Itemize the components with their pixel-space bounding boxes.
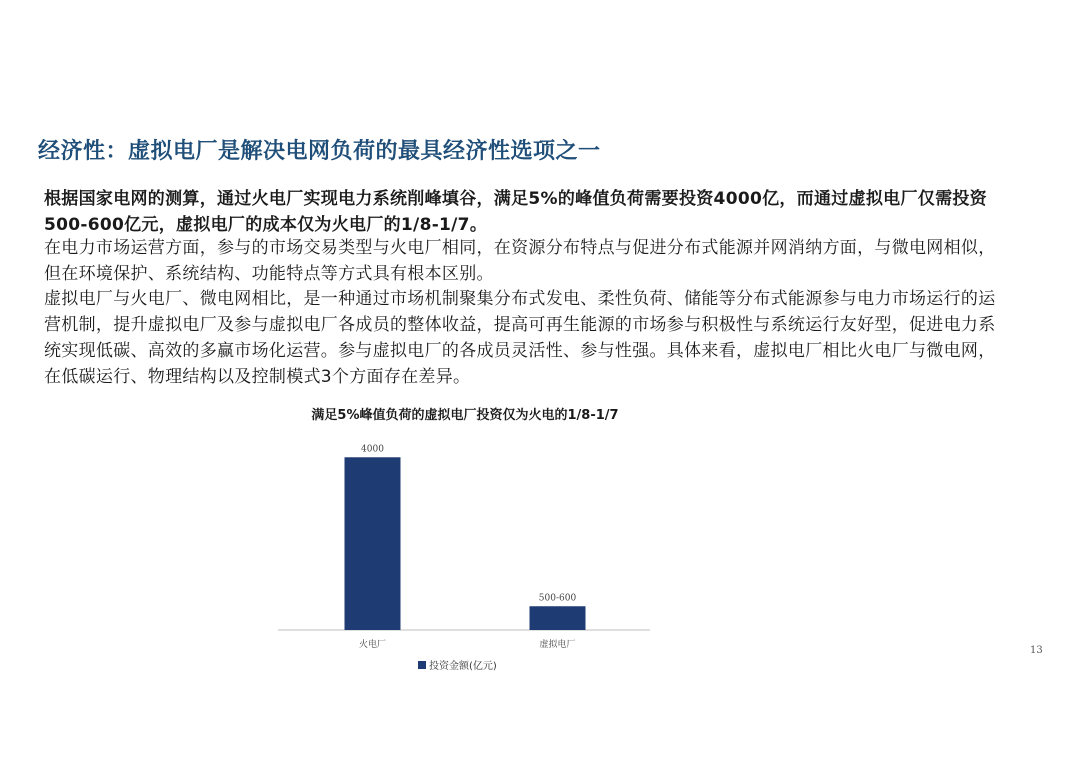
x-tick-label-0: 火电厂 (358, 640, 387, 650)
investment-bar-chart (270, 430, 660, 655)
bar-0 (345, 457, 401, 630)
legend-label: 投资金额(亿元) (429, 661, 497, 672)
data-label-0: 4000 (361, 444, 384, 455)
data-label-1: 500-600 (538, 593, 577, 604)
legend-swatch (418, 661, 426, 669)
market-paragraph: 在电力市场运营方面，参与的市场交易类型与火电厂相同，在资源分布特点与促进分布式能源并网消纳方面，与微电网相似，但在环境保护、系统结构、功能特点等方式具有根本区别。 (44, 238, 996, 284)
chart-title: 满足5%峰值负荷的虚拟电厂投资仅为火电的1/8-1/7 (311, 408, 619, 423)
bar-1 (530, 606, 586, 630)
chart-legend (418, 657, 497, 672)
page-title: 经济性：虚拟电厂是解决电网负荷的最具经济性选项之一 (38, 139, 601, 164)
comparison-paragraph: 虚拟电厂与火电厂、微电网相比，是一种通过市场机制聚集分布式发电、柔性负荷、储能等分布式能源参与电力市场运行的运营机制，提升虚拟电厂及参与虚拟电厂各成员的整体收益，提高可再生能源的市场参与积极性与系统运行友好型，促进电力系统实现低碳、高效的多赢市场化运营。参与虚拟电厂的各成员灵活性、参与性强。具体来看，虚拟电厂相比火电厂与微电网，在低碳运行、物理结构以及控制模式3个方面存在差异。 (44, 289, 996, 387)
x-tick-label-1: 虚拟电厂 (539, 640, 576, 650)
summary-paragraph: 根据国家电网的测算，通过火电厂实现电力系统削峰填谷，满足5%的峰值负荷需要投资4000亿，而通过虚拟电厂仅需投资500-600亿元，虚拟电厂的成本仅为火电厂的1/8-1/7。 (44, 189, 987, 235)
page-number: 13 (1030, 645, 1043, 656)
